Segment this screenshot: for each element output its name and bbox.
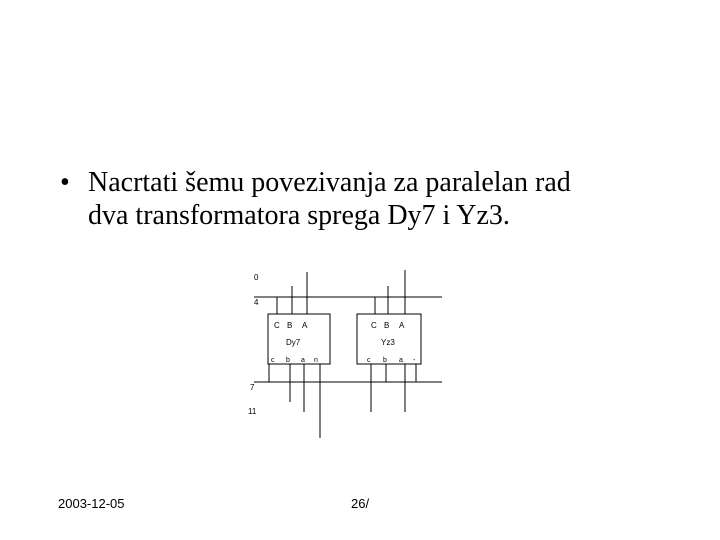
- dy7-terminal-A: A: [302, 321, 308, 330]
- dy7-terminal-C: C: [274, 321, 280, 330]
- yz3-name: Yz3: [381, 338, 395, 347]
- yz3-terminal-B: B: [384, 321, 390, 330]
- dy7-name: Dy7: [286, 338, 301, 347]
- bullet-symbol: •: [60, 167, 70, 198]
- bus-label-4: 4: [254, 298, 259, 307]
- yz3-terminal-A: A: [399, 321, 405, 330]
- dy7-terminal-B: B: [287, 321, 293, 330]
- bus-label-11: 11: [248, 407, 257, 416]
- yz3-terminal-x: -: [413, 357, 416, 364]
- bus-label-0: 0: [254, 273, 259, 282]
- dy7-terminal-a: a: [301, 357, 305, 364]
- footer-date: 2003-12-05: [58, 496, 125, 511]
- dy7-terminal-b: b: [286, 357, 290, 364]
- bullet-line-1: Nacrtati šemu povezivanja za paralelan rad: [88, 167, 571, 198]
- yz3-terminal-a: a: [399, 357, 403, 364]
- bullet-text: [88, 166, 678, 232]
- connection-diagram: [240, 262, 450, 442]
- footer-page-number: 26/: [351, 496, 370, 511]
- dy7-terminal-n: n: [314, 357, 318, 364]
- yz3-terminal-C: C: [371, 321, 377, 330]
- yz3-terminal-c: c: [367, 357, 371, 364]
- dy7-terminal-c: c: [271, 357, 275, 364]
- bus-label-7: 7: [250, 383, 255, 392]
- bullet-line-2: dva transformatora sprega Dy7 i Yz3.: [88, 200, 510, 231]
- yz3-terminal-b: b: [383, 357, 387, 364]
